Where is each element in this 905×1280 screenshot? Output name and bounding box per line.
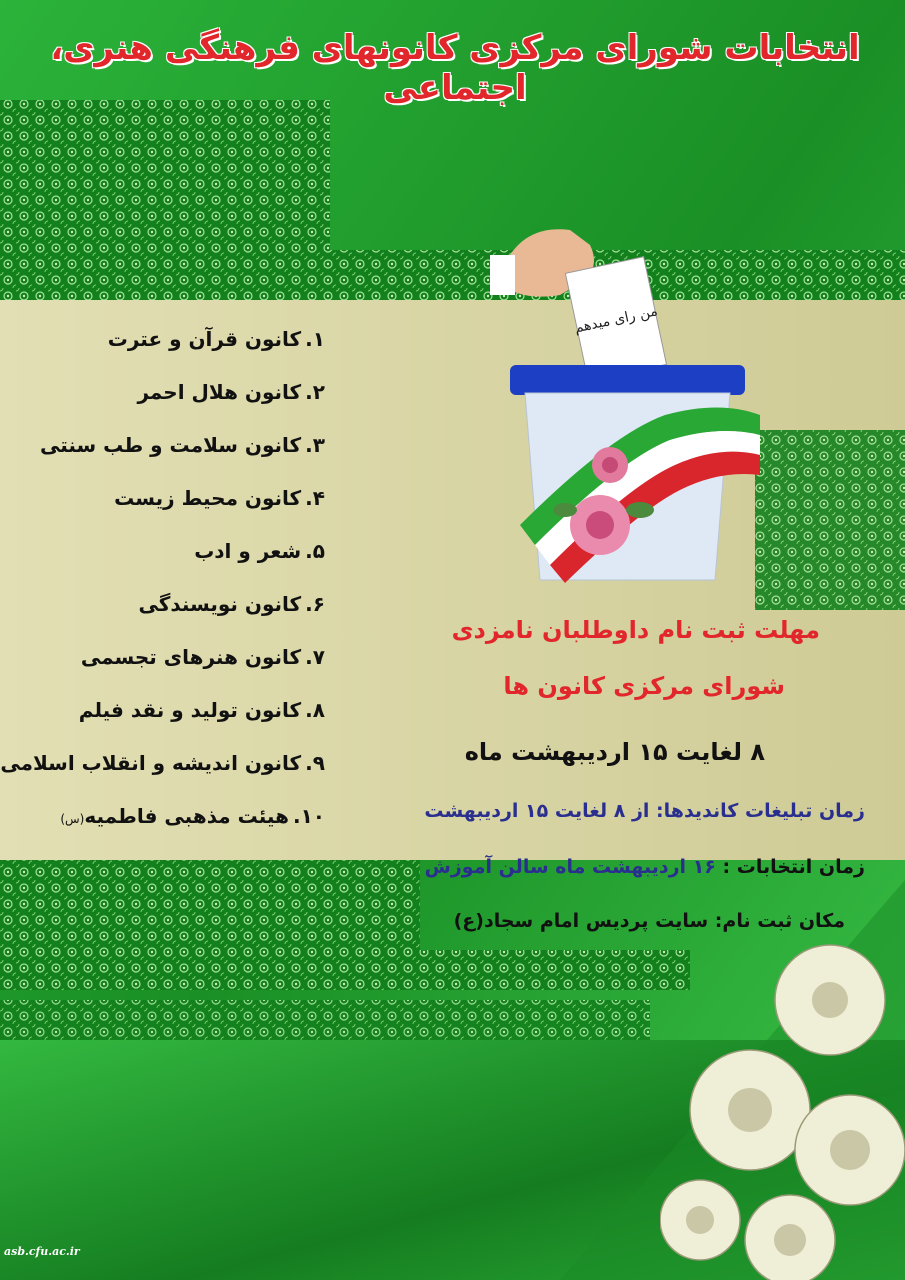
list-item: ۱۰.هیئت مذهبی فاطمیه(س) [60, 804, 325, 828]
list-item: ۲.کانون هلال احمر [137, 380, 325, 404]
registration-headline-line1: مهلت ثبت نام داوطلبان نامزدی [451, 616, 820, 644]
council-list [0, 318, 325, 848]
list-item: ۸.کانون تولید و نقد فیلم [78, 698, 325, 722]
list-item: ۹.کانون اندیشه و انقلاب اسلامی [0, 751, 325, 775]
location-label: مکان ثبت نام: [714, 910, 845, 932]
registration-headline-line2: شورای مرکزی کانون ها [503, 672, 785, 700]
list-item: ۵.شعر و ادب [194, 539, 325, 563]
ballot-box-illustration [490, 225, 780, 585]
list-item: ۱.کانون قرآن و عترت [107, 327, 325, 351]
list-item: ۶.کانون نویسندگی [138, 592, 325, 616]
poster-title: انتخابات شورای مرکزی کانونهای فرهنگی هنری، اجتماعی [50, 28, 860, 108]
registration-dates: ۸ لغایت ۱۵ اردیبهشت ماه [464, 738, 765, 766]
location-value: سایت پردیس امام سجاد(ع) [453, 910, 709, 932]
campaign-label: زمان تبلیغات کاندیدها: [656, 800, 865, 822]
ballot-text: من رای میدهم [573, 303, 660, 337]
election-label: زمان انتخابات : [722, 856, 865, 878]
watermark: asb.cfu.ac.ir [4, 1245, 80, 1258]
election-time [425, 856, 865, 878]
campaign-time [424, 800, 865, 822]
decorative-flowers [660, 920, 905, 1280]
list-item: ۳.کانون سلامت و طب سنتی [39, 433, 325, 457]
election-value: ۱۶ اردیبهشت ماه سالن آموزش [424, 856, 716, 878]
campaign-value: از ۸ لغایت ۱۵ اردیبهشت [424, 800, 650, 822]
list-item: ۷.کانون هنرهای تجسمی [80, 645, 325, 669]
list-item: ۴.کانون محیط زیست [114, 486, 325, 510]
